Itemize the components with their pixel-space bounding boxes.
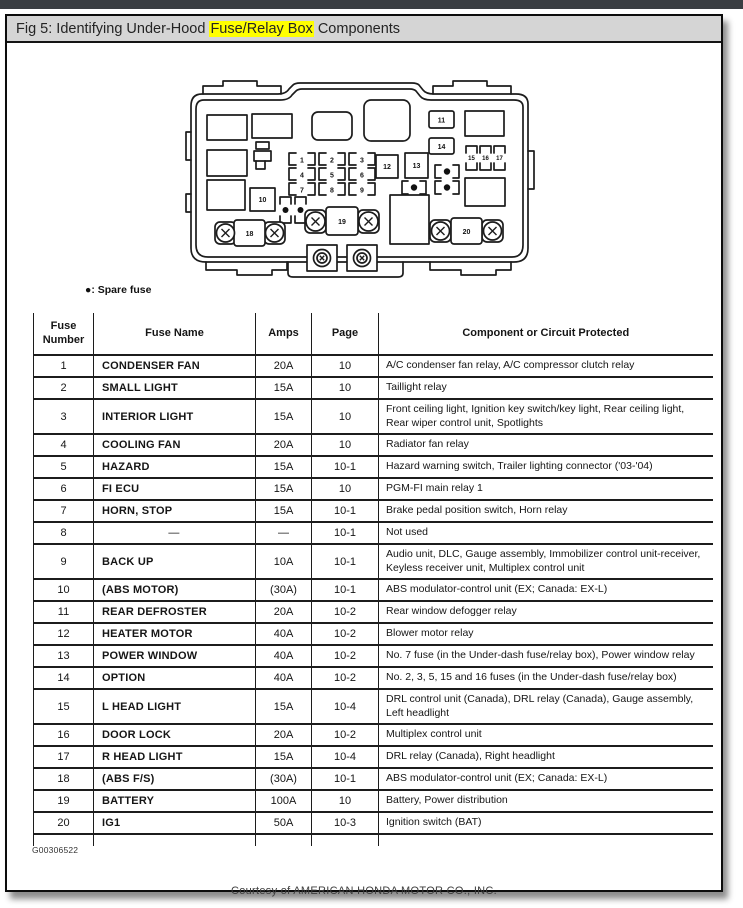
cell-amps: 15A [256, 500, 312, 522]
cell-amps: 40A [256, 667, 312, 689]
cell-num: 19 [34, 790, 94, 812]
fuse-6-label: 6 [360, 172, 364, 180]
cell-amps: (30A) [256, 768, 312, 790]
cell-page: 10-1 [312, 500, 379, 522]
cell-name: COOLING FAN [94, 434, 256, 456]
cell-comp: ABS modulator-control unit (EX; Canada: EX-L) [379, 768, 713, 790]
fuse-8-label: 8 [330, 187, 334, 195]
cell-page: 10 [312, 478, 379, 500]
cell-page: 10-2 [312, 623, 379, 645]
cell-amps: 100A [256, 790, 312, 812]
cell-page: 10-1 [312, 579, 379, 601]
cell-amps: — [256, 522, 312, 544]
cell-amps: 15A [256, 399, 312, 434]
cell-name: BACK UP [94, 544, 256, 579]
table-row [34, 544, 713, 579]
cell-amps: 15A [256, 689, 312, 724]
cell-comp: Brake pedal position switch, Horn relay [379, 500, 713, 522]
cell-name: INTERIOR LIGHT [94, 399, 256, 434]
table-row [34, 522, 713, 544]
fuse-box-diagram [185, 76, 565, 281]
cell-num: 11 [34, 601, 94, 623]
cell-name: R HEAD LIGHT [94, 746, 256, 768]
cell-num: 17 [34, 746, 94, 768]
cell-comp: ABS modulator-control unit (EX; Canada: EX-L) [379, 579, 713, 601]
cell-page: 10 [312, 434, 379, 456]
cell-num: 20 [34, 812, 94, 834]
cell-num: 9 [34, 544, 94, 579]
cell-num: 2 [34, 377, 94, 399]
table-row [34, 434, 713, 456]
fuse-7-label: 7 [300, 187, 304, 195]
table-stub-row [34, 834, 713, 846]
table-row [34, 790, 713, 812]
table-row [34, 746, 713, 768]
cell-name: HEATER MOTOR [94, 623, 256, 645]
cell-amps: 50A [256, 812, 312, 834]
cell-page: 10-1 [312, 768, 379, 790]
cell-name: POWER WINDOW [94, 645, 256, 667]
cell-name: (ABS F/S) [94, 768, 256, 790]
fuse-9-label: 9 [360, 187, 364, 195]
cell-amps: (30A) [256, 579, 312, 601]
cell-page: 10-1 [312, 456, 379, 478]
fuse-16-label: 16 [482, 156, 489, 162]
cell-amps: 20A [256, 724, 312, 746]
figure-code: G00306522 [32, 845, 79, 855]
stub-cell [94, 834, 256, 846]
cell-amps: 15A [256, 377, 312, 399]
cell-comp: Rear window defogger relay [379, 601, 713, 623]
cell-amps: 20A [256, 601, 312, 623]
cell-name: SMALL LIGHT [94, 377, 256, 399]
cell-comp: Radiator fan relay [379, 434, 713, 456]
main-fuse-18 [215, 220, 285, 246]
cell-comp: No. 7 fuse (in the Under-dash fuse/relay box), Power window relay [379, 645, 713, 667]
spare-fuse-legend-label: : Spare fuse [91, 284, 152, 296]
cell-num: 14 [34, 667, 94, 689]
cell-page: 10-2 [312, 667, 379, 689]
cell-amps: 20A [256, 434, 312, 456]
figure-title-suffix: Components [313, 20, 401, 37]
table-row [34, 399, 713, 434]
cell-amps: 15A [256, 456, 312, 478]
cell-num: 3 [34, 399, 94, 434]
table-row [34, 601, 713, 623]
cell-page: 10 [312, 399, 379, 434]
table-row [34, 645, 713, 667]
figure-title-prefix: Fig 5: Identifying Under-Hood [16, 20, 210, 37]
cell-name: BATTERY [94, 790, 256, 812]
document-content [7, 45, 721, 897]
cell-num: 6 [34, 478, 94, 500]
col-header-fuse-number: Fuse Number [34, 313, 94, 355]
cell-comp: Ignition switch (BAT) [379, 812, 713, 834]
cell-num: 12 [34, 623, 94, 645]
cell-page: 10-3 [312, 812, 379, 834]
cell-page: 10-1 [312, 544, 379, 579]
fuse-2-label: 2 [330, 157, 334, 165]
cell-page: 10-4 [312, 689, 379, 724]
cell-num: 5 [34, 456, 94, 478]
table-row [34, 456, 713, 478]
window-chrome-bar [0, 0, 743, 9]
cell-name: HORN, STOP [94, 500, 256, 522]
document-frame [5, 14, 723, 897]
cell-name: — [94, 522, 256, 544]
cell-page: 10-1 [312, 522, 379, 544]
table-row [34, 689, 713, 724]
fuse-1-label: 1 [300, 157, 304, 165]
cell-page: 10 [312, 790, 379, 812]
cell-amps: 15A [256, 746, 312, 768]
cell-page: 10 [312, 377, 379, 399]
cell-comp: PGM-FI main relay 1 [379, 478, 713, 500]
fuse-15-label: 15 [468, 156, 475, 162]
cell-comp: Taillight relay [379, 377, 713, 399]
stub-cell [379, 834, 713, 846]
col-header-fuse-name: Fuse Name [94, 313, 256, 355]
cell-num: 10 [34, 579, 94, 601]
stub-cell [256, 834, 312, 846]
cell-name: L HEAD LIGHT [94, 689, 256, 724]
cell-num: 18 [34, 768, 94, 790]
cell-num: 4 [34, 434, 94, 456]
cell-comp: Front ceiling light, Ignition key switch/key light, Rear ceiling light, Rear wiper control unit, Spotlights [379, 399, 713, 434]
fuse-18-label: 18 [245, 231, 254, 238]
fuse-4-label: 4 [300, 172, 304, 180]
col-header-component: Component or Circuit Protected [379, 313, 713, 355]
cell-name: DOOR LOCK [94, 724, 256, 746]
cell-amps: 10A [256, 544, 312, 579]
fuse-13-label: 13 [412, 163, 421, 170]
cell-num: 7 [34, 500, 94, 522]
fuse-12-label: 12 [383, 164, 391, 171]
fuse-14-label: 14 [437, 144, 446, 151]
mini-fuse-grid [289, 153, 375, 195]
fuse-10-label: 10 [258, 197, 267, 204]
cell-name: FI ECU [94, 478, 256, 500]
main-fuse-19 [305, 207, 379, 235]
stub-cell [312, 834, 379, 846]
cell-name: CONDENSER FAN [94, 355, 256, 377]
cell-num: 8 [34, 522, 94, 544]
cell-comp: DRL control unit (Canada), DRL relay (Canada), Gauge assembly, Left headlight [379, 689, 713, 724]
cell-comp: Hazard warning switch, Trailer lighting connector ('03-'04) [379, 456, 713, 478]
fuse-table-header [34, 313, 713, 355]
table-row [34, 377, 713, 399]
cell-comp: DRL relay (Canada), Right headlight [379, 746, 713, 768]
cell-amps: 20A [256, 355, 312, 377]
cell-page: 10-2 [312, 724, 379, 746]
cell-amps: 40A [256, 645, 312, 667]
table-row [34, 478, 713, 500]
spare-fuse-legend [85, 284, 151, 296]
table-row [34, 500, 713, 522]
cell-name: OPTION [94, 667, 256, 689]
table-row [34, 667, 713, 689]
fuse-table [33, 313, 713, 846]
cell-comp: Not used [379, 522, 713, 544]
table-row [34, 623, 713, 645]
fuse-table-body [34, 355, 713, 846]
fuse-20-label: 20 [462, 229, 471, 236]
main-fuse-20 [430, 218, 503, 244]
mounting-screws [307, 245, 377, 271]
cell-comp: Audio unit, DLC, Gauge assembly, Immobilizer control unit-receiver, Keyless receiver unit, Multiplex control unit [379, 544, 713, 579]
cell-num: 16 [34, 724, 94, 746]
fuse-3-label: 3 [360, 157, 364, 165]
col-header-page: Page [312, 313, 379, 355]
cell-page: 10-4 [312, 746, 379, 768]
table-row [34, 812, 713, 834]
cell-comp: A/C condenser fan relay, A/C compressor clutch relay [379, 355, 713, 377]
table-row [34, 724, 713, 746]
fuse-19-label: 19 [338, 219, 346, 226]
cell-name: REAR DEFROSTER [94, 601, 256, 623]
cell-amps: 15A [256, 478, 312, 500]
cell-page: 10 [312, 355, 379, 377]
cell-comp: No. 2, 3, 5, 15 and 16 fuses (in the Under-dash fuse/relay box) [379, 667, 713, 689]
cell-comp: Battery, Power distribution [379, 790, 713, 812]
cell-page: 10-2 [312, 645, 379, 667]
cell-num: 13 [34, 645, 94, 667]
cell-num: 1 [34, 355, 94, 377]
col-header-amps: Amps [256, 313, 312, 355]
cell-comp: Multiplex control unit [379, 724, 713, 746]
cell-comp: Blower motor relay [379, 623, 713, 645]
table-row [34, 579, 713, 601]
figure-title-bar [7, 16, 721, 43]
cell-name: (ABS MOTOR) [94, 579, 256, 601]
spare-fuse-dot-icon: ● [85, 284, 92, 296]
table-row [34, 768, 713, 790]
cell-page: 10-2 [312, 601, 379, 623]
table-row [34, 355, 713, 377]
cell-amps: 40A [256, 623, 312, 645]
cell-num: 15 [34, 689, 94, 724]
courtesy-line: Courtesy of AMERICAN HONDA MOTOR CO., INC. [230, 885, 498, 897]
search-highlight: Fuse/Relay Box [210, 20, 313, 37]
small-fuses-15-17 [466, 146, 505, 170]
fuse-11-label: 11 [437, 117, 446, 125]
fuse-5-label: 5 [330, 172, 334, 180]
fuse-17-label: 17 [496, 156, 503, 162]
cell-name: HAZARD [94, 456, 256, 478]
cell-name: IG1 [94, 812, 256, 834]
